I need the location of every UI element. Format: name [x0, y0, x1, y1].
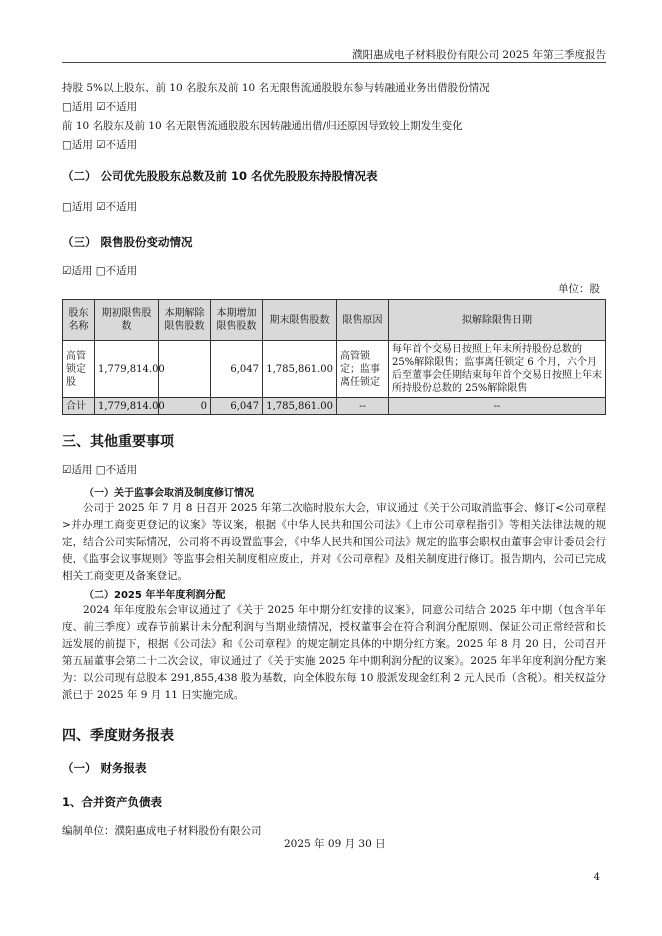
change-title: 前 10 名股东及前 10 名无限售流通股股东因转融通出借/归还原因导致较上期发生变化	[62, 120, 463, 132]
compiler-label: 编制单位：濮阳惠成电子材料股份有限公司	[62, 825, 262, 837]
balance-sheet-title: 1、合并资产负债表	[62, 795, 163, 809]
cell-reason: 高管锁定；监事离任锁定	[337, 341, 389, 398]
col-header-start: 期初限售股数	[95, 300, 159, 341]
col-header-released: 本期解除限售股数	[159, 300, 211, 341]
section3-title: （三） 限售股份变动情况	[62, 235, 193, 249]
page-header	[62, 36, 606, 63]
col-header-end: 期末限售股数	[263, 300, 337, 341]
total-start: 1,779,814.00	[95, 398, 159, 415]
section2-choice: □适用 ☑不适用	[62, 201, 138, 213]
item2-paragraph: 2024 年年度股东会审议通过了《关于 2025 年中期分红安排的议案》，同意公司结合 2025 年中期（包含半年度、前三季度）或春节前累计未分配利润与当期业绩情况，授权董事会在符合利润分配原则、保证公司正常经营和长远发展的前提下，根据《公司法》和《公司章程》的规定制定具体的中期分红方案。2025 年 8 月 20 日，公司召开第五届董事会第二十二次会议，审议通过了《关于实施 2025 年中期利润分配的议案》。2025 年半年度利润分配方案为：以公司现有总股本 291,855,438 股为基数，向全体股东每 10 股派发现金红利 2 元人民币（含税）。相关权益分派已于 2025 年 9 月 11 日实施完成。	[62, 604, 606, 701]
col-header-date: 拟解除限售日期	[389, 300, 606, 341]
col-header-holder: 股东名称	[63, 300, 95, 341]
total-end: 1,785,861.00	[263, 398, 337, 415]
item1-title: （一）关于监事会取消及制度修订情况	[84, 488, 254, 499]
section3-choice: ☑适用 □不适用	[62, 265, 138, 277]
cell-date: 每年首个交易日按照上年末所持股份总数的 25%解除限售；监事离任锁定 6 个月，六个月后至董事会任期结束每年首个交易日按照上年末所持股份总数的 25%解除限售	[389, 341, 606, 398]
restricted-shares-table	[62, 299, 606, 415]
lending-choice: □适用 ☑不适用	[62, 101, 138, 113]
total-reason: --	[337, 398, 389, 415]
section2-title: （二） 公司优先股股东总数及前 10 名优先股股东持股情况表	[62, 169, 378, 183]
change-choice: □适用 ☑不适用	[62, 139, 138, 151]
part3-title: 三、其他重要事项	[62, 434, 174, 450]
col-header-reason: 限售原因	[337, 300, 389, 341]
lending-title: 持股 5%以上股东、前 10 名股东及前 10 名无限售流通股股东参与转融通业务出借股份情况	[62, 82, 490, 94]
total-date: --	[389, 398, 606, 415]
col-header-added: 本期增加限售股数	[211, 300, 263, 341]
part4-title: 四、季度财务报表	[62, 728, 174, 744]
header-title: 濮阳惠成电子材料股份有限公司 2025 年第三季度报告	[352, 49, 606, 61]
financial-statements-title: （一） 财务报表	[62, 761, 147, 775]
table-row	[63, 341, 606, 398]
total-added: 6,047	[211, 398, 263, 415]
total-released: 0	[159, 398, 211, 415]
report-date: 2025 年 09 月 30 日	[284, 838, 386, 850]
cell-added: 6,047	[211, 341, 263, 398]
cell-end: 1,785,861.00	[263, 341, 337, 398]
table-header-row	[63, 300, 606, 341]
item1-paragraph: 公司于 2025 年 7 月 8 日召开 2025 年第二次临时股东大会，审议通过《关于公司取消监事会、修订<公司章程>并办理工商变更登记的议案》等议案，根据《中华人民共和国公司法》《上市公司章程指引》等相关法律法规的规定，结合公司实际情况，公司将不再设置监事会，《中华人民共和国公司法》规定的监事会职权由董事会审计委员会行使，《监事会议事规则》等监事会相关制度相应废止，并对《公司章程》及相关制度进行修订。报告期内，公司已完成相关工商变更及备案登记。	[62, 502, 606, 582]
cell-start: 1,779,814.00	[95, 341, 159, 398]
cell-holder: 高管锁定股	[63, 341, 95, 398]
unit-label: 单位：股	[558, 283, 600, 295]
page-number: 4	[593, 872, 600, 883]
part3-choice: ☑适用 □不适用	[62, 464, 138, 476]
item2-title: （二）2025 年半年度利润分配	[84, 590, 226, 601]
table-total-row	[63, 398, 606, 415]
total-label: 合计	[63, 398, 95, 415]
cell-released	[159, 341, 211, 398]
